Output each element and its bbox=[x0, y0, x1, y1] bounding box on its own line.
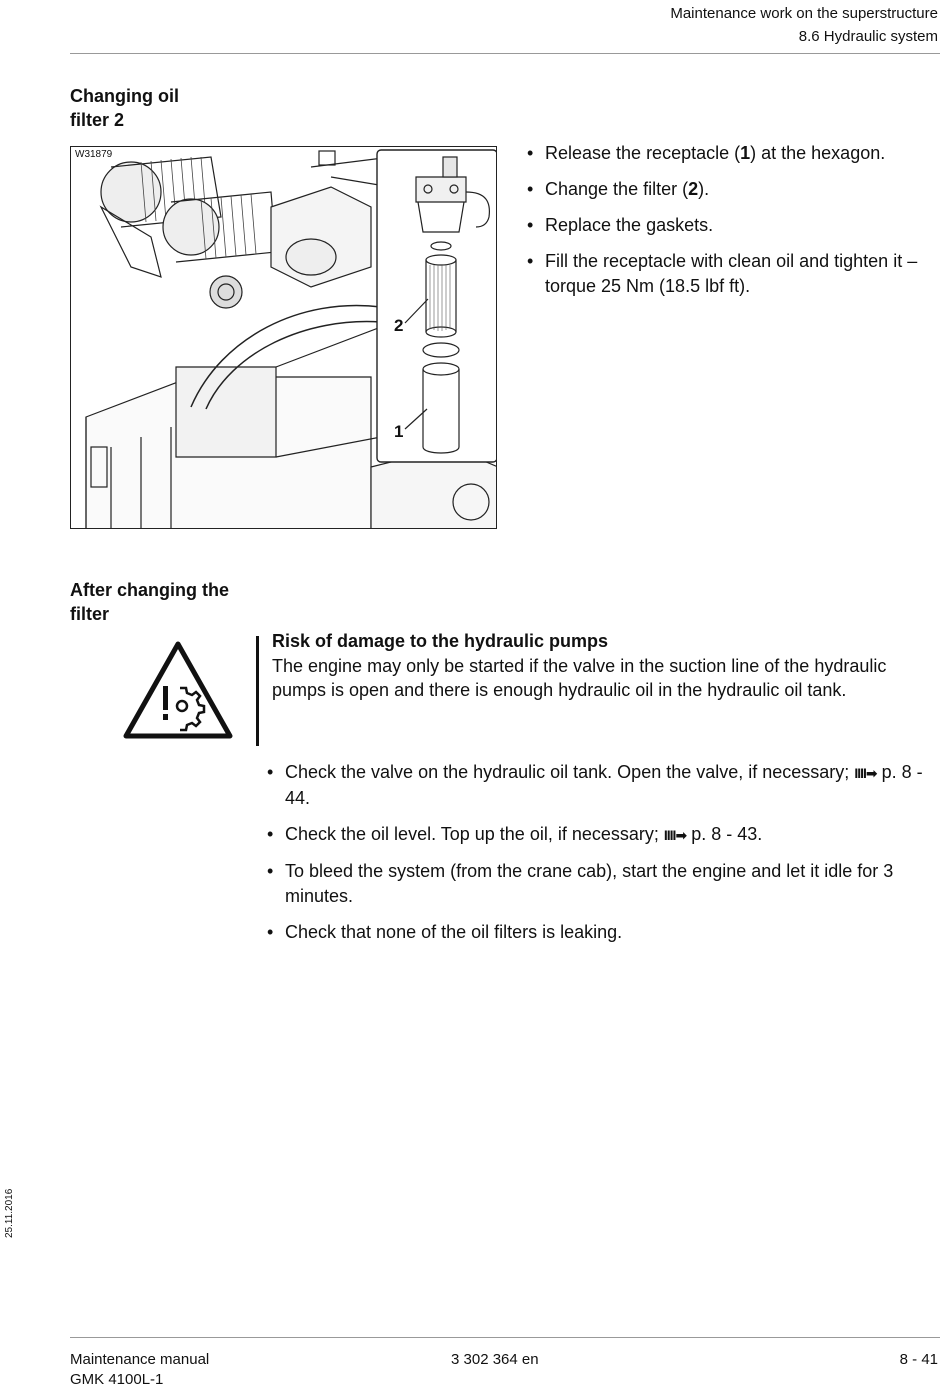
heading-line: Changing oil bbox=[70, 86, 179, 106]
page-reference-arrow-icon: IIII➡ bbox=[663, 827, 687, 843]
side-date: 25.11.2016 bbox=[4, 1188, 15, 1238]
page-reference-arrow-icon: IIII➡ bbox=[854, 765, 877, 781]
after-change-steps bbox=[267, 760, 937, 956]
heading-line: filter bbox=[70, 604, 110, 624]
section-heading-after-change bbox=[70, 578, 229, 626]
footer-page-number: 8 - 41 bbox=[899, 1351, 938, 1368]
list-item: • Replace the gaskets. bbox=[527, 213, 942, 238]
warning-triangle-icon bbox=[122, 640, 234, 740]
heading-line: filter 2 bbox=[70, 110, 125, 130]
figure-id: W31879 bbox=[75, 149, 113, 160]
footer-rule bbox=[70, 1337, 940, 1338]
list-item: • Check the oil level. Top up the oil, if necessary; IIII➡ p. 8 - 43. bbox=[267, 822, 937, 848]
warning-body: The engine may only be started if the valve in the suction line of the hydraulic pumps is open and there is enough hydraulic oil in the hydraulic oil tank. bbox=[272, 655, 887, 700]
filter-illustration bbox=[70, 146, 497, 529]
list-item: • Release the receptacle (1) at the hexagon. bbox=[527, 141, 942, 166]
list-item: • Change the filter (2). bbox=[527, 177, 942, 202]
page-reference[interactable]: p. 8 - 43. bbox=[686, 824, 763, 844]
list-item: • Fill the receptacle with clean oil and tighten it – torque 25 Nm (18.5 lbf ft). bbox=[527, 249, 942, 299]
crane-filter-drawing bbox=[71, 147, 497, 529]
section-heading-changing-filter bbox=[70, 84, 179, 132]
header-chapter: Maintenance work on the superstructure bbox=[670, 5, 938, 22]
header-rule bbox=[70, 53, 940, 54]
callout-2: 2 bbox=[394, 316, 404, 335]
header-section: 8.6 Hydraulic system bbox=[798, 28, 938, 45]
callout-1: 1 bbox=[394, 422, 404, 441]
footer-manual bbox=[70, 1350, 209, 1390]
list-item: • Check the valve on the hydraulic oil tank. Open the valve, if necessary; IIII➡ p. 8 - 44. bbox=[267, 760, 937, 811]
warning-message bbox=[272, 629, 942, 703]
page-header bbox=[670, 2, 938, 48]
warning-title: Risk of damage to the hydraulic pumps bbox=[272, 631, 609, 651]
list-item: • To bleed the system (from the crane cab), start the engine and let it idle for 3 minutes. bbox=[267, 859, 937, 909]
footer-doc-number: 3 302 364 en bbox=[451, 1351, 539, 1368]
footer-model: GMK 4100L-1 bbox=[70, 1371, 164, 1388]
filter-change-steps bbox=[527, 141, 942, 310]
page-reference[interactable]: p. 8 - 44. bbox=[285, 762, 923, 808]
list-item: • Check that none of the oil filters is leaking. bbox=[267, 920, 937, 945]
warning-bar bbox=[256, 636, 259, 746]
heading-line: After changing the bbox=[70, 580, 230, 600]
footer-manual-title: Maintenance manual bbox=[70, 1351, 210, 1368]
